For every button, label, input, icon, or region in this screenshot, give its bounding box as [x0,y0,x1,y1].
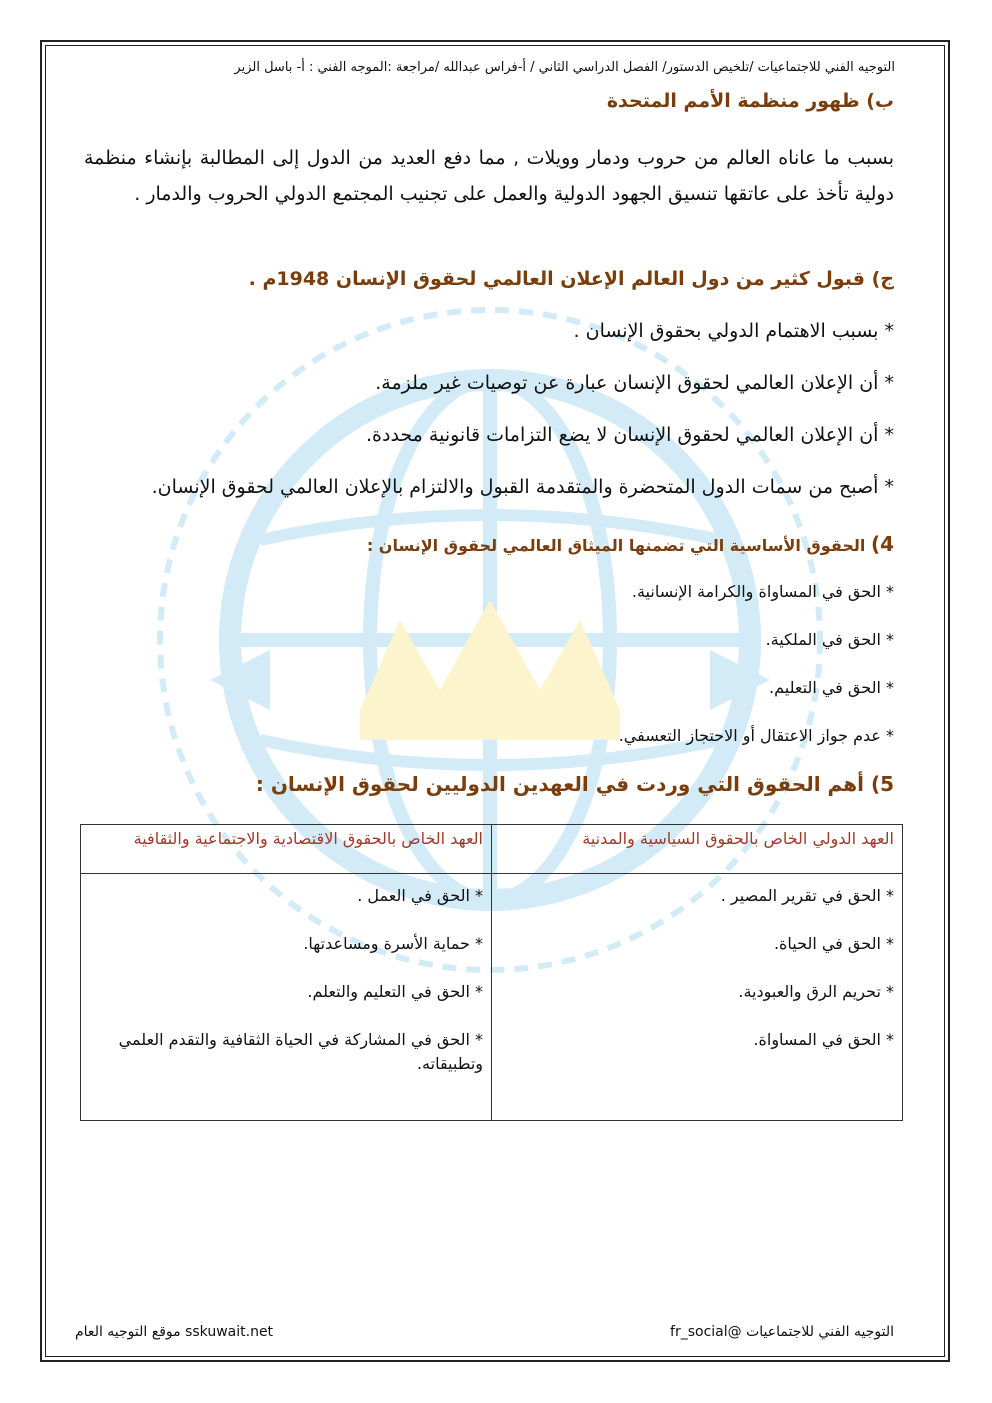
page-header: التوجيه الفني للاجتماعيات /تلخيص الدستور/ الفصل الدراسي الثاني / أ-فراس عبدالله /مراجعة :الموجه الفني : أ- باسل الزير [234,60,895,75]
section-4-bullet: * عدم جواز الاعتقال أو الاحتجاز التعسفي. [618,726,894,745]
list-item: * الحق في التعليم والتعلم. [307,982,483,1001]
list-item: * الحق في المشاركة في الحياة الثقافية والتقدم العلمي وتطبيقاته. [118,1030,483,1073]
page-border-inner [45,45,945,1357]
section-4-bullet: * الحق في التعليم. [769,678,894,697]
civil-political-header: العهد الدولي الخاص بالحقوق السياسية والمدنية [492,825,903,874]
section-c-bullet: * أصبح من سمات الدول المتحضرة والمتقدمة القبول والالتزام بالإعلان العالمي لحقوق الإنسان. [151,476,894,498]
section-5-heading [256,772,894,796]
list-item: * الحق في الحياة. [773,934,894,953]
list-item: * تحريم الرق والعبودية. [738,982,894,1001]
section-b-text: بسبب ما عاناه العالم من حروب ودمار وويلات , مما دفع العديد من الدول إلى المطالبة بإنشاء منظمة دولية تأخذ على عاتقها تنسيق الجهود الدولية والعمل على تجنيب المجتمع الدولي الحروب والدمار . [84,147,894,205]
civil-political-rights [492,874,903,1121]
section-4-bullet: * الحق في الملكية. [765,630,894,649]
economic-social-rights [81,874,492,1121]
section-4-heading [367,532,894,556]
section-c-title: ج) قبول كثير من دول العالم الإعلان العالمي لحقوق الإنسان 1948م . [248,268,894,290]
covenants-table [80,824,903,1121]
economic-social-header: العهد الخاص بالحقوق الاقتصادية والاجتماعية والثقافية [81,825,492,874]
section-4-title: الحقوق الأساسية التي تضمنها الميثاق العالمي لحقوق الإنسان : [366,536,866,555]
list-item: * حماية الأسرة ومساعدتها. [303,934,483,953]
section-c-bullet: * بسبب الاهتمام الدولي بحقوق الإنسان . [573,320,894,342]
section-5-title: أهم الحقوق التي وردت في العهدين الدوليين لحقوق الإنسان : [255,772,864,796]
section-5-number: 5) [870,772,894,796]
list-item: * الحق في العمل . [357,886,483,905]
section-4-number: 4) [870,532,894,556]
list-item: * الحق في تقرير المصير . [720,886,894,905]
section-c-bullet: * أن الإعلان العالمي لحقوق الإنسان عبارة عن توصيات غير ملزمة. [375,372,894,394]
footer-website: sskuwait.net موقع التوجيه العام [75,1324,274,1340]
section-c-bullet: * أن الإعلان العالمي لحقوق الإنسان لا يضع التزامات قانونية محددة. [365,424,894,446]
section-b-title: ب) ظهور منظمة الأمم المتحدة [606,90,894,112]
list-item: * الحق في المساواة. [753,1030,894,1049]
section-4-bullet: * الحق في المساواة والكرامة الإنسانية. [631,582,894,601]
footer-social-handle: التوجيه الفني للاجتماعيات @fr_social [670,1324,894,1340]
